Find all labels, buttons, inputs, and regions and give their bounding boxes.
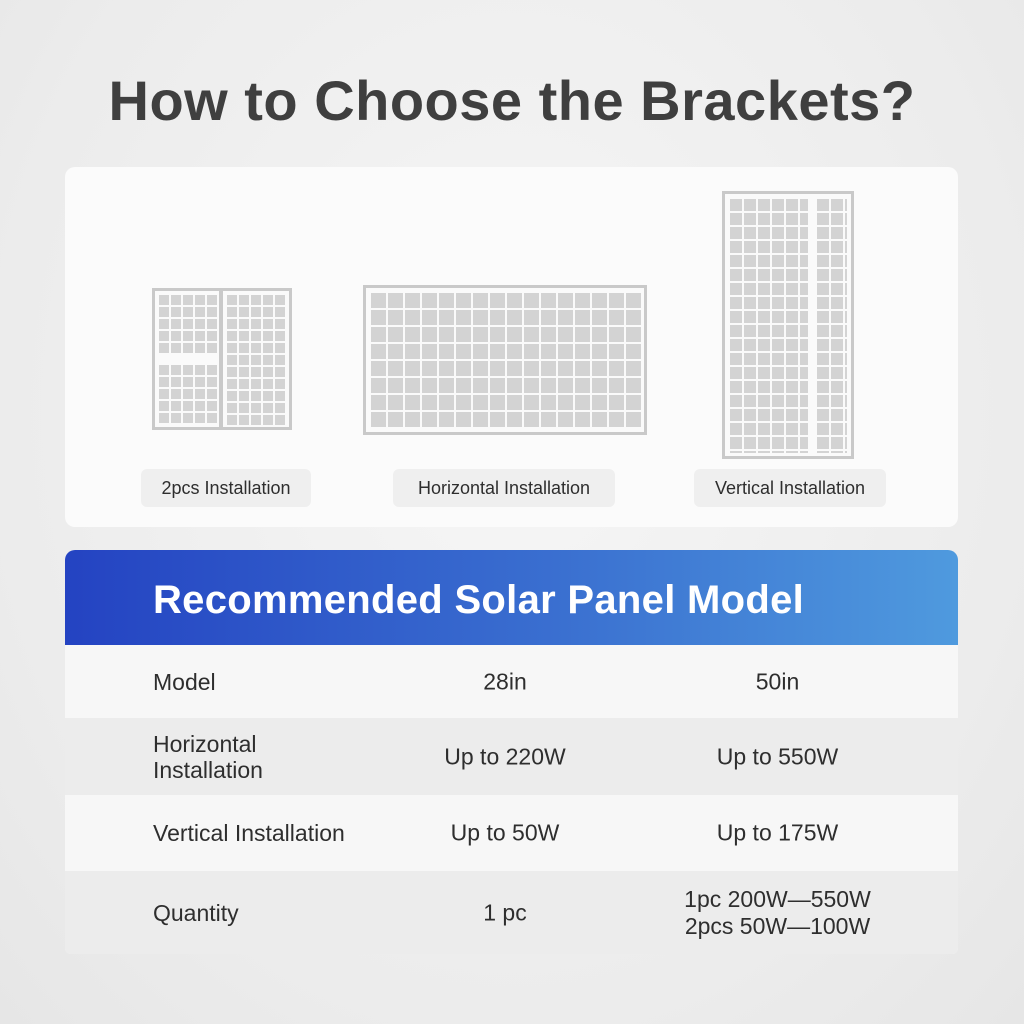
vertical-panel-icon: [722, 191, 854, 459]
recommended-model-table: [65, 550, 958, 954]
caption-2pcs: 2pcs Installation: [141, 469, 311, 507]
solar-panel-icon: [220, 288, 292, 430]
column-header-28in: 28in: [483, 668, 527, 694]
solar-panel-icon: [152, 288, 222, 430]
row-label-vertical: Vertical Installation: [153, 820, 345, 846]
caption-vertical: Vertical Installation: [694, 469, 886, 507]
column-header-50in: 50in: [755, 668, 800, 694]
table-row: [65, 795, 958, 871]
table-heading: Recommended Solar Panel Model: [65, 550, 958, 645]
page-title: How to Choose the Brackets?: [108, 69, 916, 132]
quantity-line-2: 2pcs 50W—100W: [684, 912, 871, 939]
cell-50in: Up to 550W: [716, 743, 839, 769]
cell-28in: Up to 50W: [450, 819, 560, 846]
table-row: [65, 718, 958, 795]
table-header-row: [65, 645, 958, 718]
cell-28in: 1 pc: [483, 899, 527, 925]
row-label-horizontal: Horizontal Installation: [153, 730, 263, 783]
cell-50in: Up to 175W: [716, 819, 839, 846]
column-header-model: Model: [153, 668, 216, 695]
horizontal-panel-icon: [363, 285, 647, 435]
cell-28in: Up to 220W: [444, 743, 566, 769]
caption-horizontal: Horizontal Installation: [393, 469, 615, 507]
cell-50in: [665, 886, 890, 940]
row-label-quantity: Quantity: [153, 899, 239, 926]
table-row: [65, 871, 958, 954]
installation-options-card: [65, 167, 958, 527]
quantity-line-1: 1pc 200W—550W: [684, 885, 871, 912]
